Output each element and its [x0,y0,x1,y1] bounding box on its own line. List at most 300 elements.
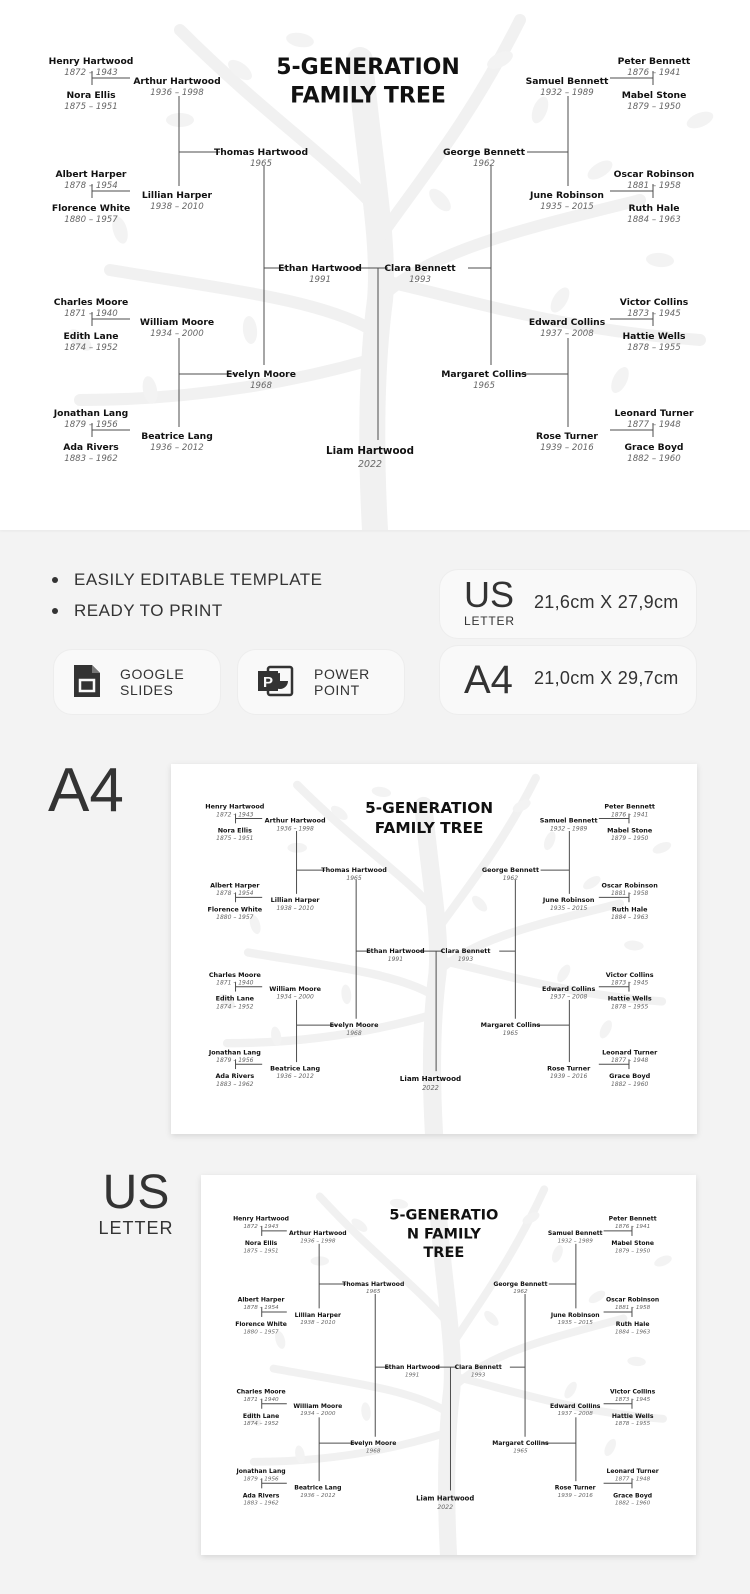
person-node [608,995,652,1011]
person-years: 1884 – 1963 [615,1329,651,1336]
person-node [271,896,321,912]
a4-preview-label: A4 [48,756,124,825]
person-name: Arthur Hartwood [133,76,221,87]
person-years: 1878 – 1955 [627,343,681,353]
person-name: Albert Harper [237,1296,285,1304]
person-years: 1876 – 1941 [627,68,681,78]
powerpoint-card [238,650,404,714]
tree-title: FAMILY TREE [374,818,484,837]
person-node [205,803,264,819]
person-node [269,985,321,1001]
person-name: Florence White [235,1321,287,1329]
person-name: Grace Boyd [613,1492,653,1500]
person-years: 1879 – 1950 [627,102,681,112]
person-node [142,190,213,212]
feature-text: EASILY EDITABLE TEMPLATE [74,570,323,589]
person-years: 1991 [404,1372,420,1379]
person-node [492,1440,549,1454]
feature-list [50,568,410,630]
person-years: 1934 – 2000 [150,329,204,339]
tree-title: FAMILY TREE [290,83,446,109]
person-name: Liam Hartwood [416,1494,475,1503]
person-years: 1880 – 1957 [216,913,254,921]
person-name: Charles Moore [236,1388,286,1396]
person-name: Jonathan Lang [53,408,129,419]
person-node [609,1216,657,1230]
person-years: 1882 – 1960 [610,1080,649,1088]
person-name: Ada Rivers [242,1492,280,1500]
person-name: Peter Bennett [604,802,656,811]
person-years: 1965 [346,874,362,882]
person-name: Jonathan Lang [236,1468,286,1476]
person-name: Nora Ellis [217,826,252,835]
person-node [235,1468,285,1482]
person-node [215,1072,254,1088]
person-node [526,76,609,98]
person-name: Thomas Hartwood [321,866,387,875]
person-name: Charles Moore [53,297,129,308]
person-years: 1882 – 1960 [627,454,681,464]
person-years: 1965 [513,1448,528,1455]
person-node [64,90,118,112]
person-name: Margaret Collins [441,369,527,380]
person-years: 1962 [473,159,495,169]
tree-title: 5-GENERATION [276,55,460,80]
person-node [622,90,687,112]
person-name: Clara Bennett [454,1364,502,1372]
us-label-small: LETTER [98,1218,174,1238]
us-letter-preview-label [94,1168,178,1239]
person-node [54,297,129,319]
person-years: 1879 – 1956 [243,1476,279,1483]
person-node [620,297,689,319]
person-name: Edward Collins [542,984,596,993]
person-name: Samuel Bennett [525,76,609,87]
person-years: 1935 – 2015 [549,904,588,912]
person-years: 1993 [470,1372,486,1379]
person-name: Florence White [51,203,131,214]
person-name: Ada Rivers [215,1072,255,1081]
bullet-icon [52,608,58,614]
app-label-line2: POINT [314,682,360,698]
person-name: William Moore [293,1402,343,1410]
person-years: 1936 – 1998 [300,1238,336,1245]
person-name: Lillian Harper [270,896,320,905]
person-years: 1965 [502,1029,519,1037]
person-name: Evelyn Moore [226,369,296,380]
person-node [481,1021,541,1037]
person-years: 1871 – 1940 [243,1396,279,1403]
person-name: Rose Turner [536,431,598,442]
person-node [602,1048,658,1064]
person-years: 1937 – 2008 [540,329,594,339]
person-years: 1883 – 1962 [64,454,118,464]
person-years: 1873 – 1945 [615,1396,651,1403]
person-years: 1879 – 1956 [64,420,118,430]
person-name: Hattie Wells [607,994,652,1003]
person-name: Thomas Hartwood [213,147,309,158]
person-years: 1936 – 2012 [150,443,204,453]
feature-item [50,568,410,599]
person-years: 1881 – 1958 [610,890,649,898]
person-years: 1876 – 1941 [610,811,649,819]
person-name: Samuel Bennett [539,816,598,825]
person-name: Nora Ellis [66,90,116,101]
person-name: Edward Collins [528,317,606,328]
family-tree-chart [201,1175,696,1555]
person-name: Albert Harper [210,881,260,890]
person-node [618,56,691,78]
person-name: Beatrice Lang [141,431,213,442]
person-name: William Moore [139,317,215,328]
person-years: 1932 – 1989 [557,1238,593,1245]
person-name: Edith Lane [215,994,254,1003]
person-name: Ethan Hartwood [384,1364,440,1372]
person-years: 1873 – 1945 [627,309,681,319]
person-name: Margaret Collins [480,1021,541,1030]
person-node [615,1321,651,1335]
person-years: 1873 – 1945 [610,979,649,987]
person-years: 1877 – 1948 [627,420,681,430]
person-years: 1877 – 1948 [615,1476,651,1483]
person-node [342,1281,404,1295]
person-years: 1872 – 1943 [216,811,254,819]
person-name: Grace Boyd [609,1072,651,1081]
person-name: Thomas Hartwood [342,1280,405,1288]
person-name: Jonathan Lang [208,1048,261,1057]
person-name: Nora Ellis [244,1240,278,1248]
person-years: 2022 [437,1503,454,1511]
person-years: 1876 – 1941 [615,1223,651,1230]
person-name: Florence White [207,905,263,914]
person-node [555,1485,596,1499]
person-name: Albert Harper [55,169,127,180]
person-node [289,1230,347,1244]
person-years: 1938 – 2010 [150,202,204,212]
person-years: 1934 – 2000 [276,993,314,1001]
person-node [216,995,255,1011]
person-name: Ruth Hale [628,203,680,214]
person-name: Leonard Turner [606,1468,659,1476]
person-node [64,331,119,353]
person-years: 1965 [250,159,272,169]
person-node [493,1281,547,1295]
person-name: Samuel Bennett [547,1230,603,1238]
tree-title: N FAMILY [406,1226,481,1243]
person-years: 1939 – 2016 [557,1492,593,1499]
person-node [293,1403,342,1417]
person-node [243,1413,279,1427]
person-node [243,1240,278,1254]
person-node [611,1240,654,1254]
person-name: Evelyn Moore [350,1440,397,1448]
person-name: Henry Hartwood [233,1215,290,1223]
person-years: 1968 [346,1029,362,1037]
person-name: Oscar Robinson [606,1296,660,1304]
person-name: Clara Bennett [384,263,456,274]
person-years: 1880 – 1957 [64,215,118,225]
person-node [536,431,598,453]
person-name: Mabel Stone [607,826,653,835]
person-years: 1938 – 2010 [300,1320,336,1327]
person-years: 1991 [309,275,331,285]
person-years: 1881 – 1958 [627,181,681,191]
app-label-line1: POWER [314,666,370,682]
person-years: 1993 [457,955,474,963]
person-node [214,147,308,169]
a4-tree-preview [171,764,697,1134]
person-name: June Robinson [530,190,604,201]
person-years: 2022 [357,459,383,470]
family-tree-chart [171,764,697,1134]
person-node [609,1072,651,1088]
person-name: Edith Lane [242,1412,280,1420]
person-node [441,369,527,391]
person-node [56,169,127,191]
person-node [141,431,213,453]
person-node [548,1230,603,1244]
person-name: Charles Moore [208,970,261,979]
person-node [265,817,326,833]
person-node [604,803,655,819]
person-name: Victor Collins [610,1388,656,1396]
person-years: 1939 – 2016 [540,443,594,453]
person-node [607,826,653,842]
person-node [614,169,695,191]
person-years: 1875 – 1951 [216,835,254,843]
person-name: Victor Collins [605,970,654,979]
person-years: 1875 – 1951 [243,1248,279,1255]
person-name: Victor Collins [619,297,689,308]
person-years: 1874 – 1952 [64,343,118,353]
person-years: 1878 – 1955 [615,1421,651,1428]
bullet-icon [52,577,58,583]
person-node [238,1297,285,1311]
person-name: Rose Turner [554,1484,596,1492]
size-dimensions: 21,0cm X 29,7cm [534,668,679,688]
person-node [611,905,649,921]
person-node [208,1048,261,1064]
person-node [385,1364,440,1378]
person-name: Leonard Turner [614,408,694,419]
main-tree-preview [0,0,750,530]
feature-item [50,599,410,630]
person-years: 1879 – 1950 [610,835,649,843]
person-node [542,985,595,1001]
person-name: Peter Bennett [608,1215,657,1223]
person-name: Henry Hartwood [205,802,265,811]
person-name: June Robinson [550,1311,600,1319]
google-slides-card [54,650,220,714]
person-years: 1871 – 1940 [216,979,254,987]
person-years: 1884 – 1963 [610,913,649,921]
person-years: 1872 – 1943 [243,1223,279,1230]
person-years: 1935 – 2015 [557,1320,593,1327]
person-years: 1991 [387,955,404,963]
us-letter-tree-preview [201,1175,696,1555]
person-node [294,1485,341,1499]
person-name: Arthur Hartwood [288,1230,347,1238]
person-years: 1878 – 1954 [64,181,118,191]
person-years: 2022 [422,1084,439,1093]
person-name: Mabel Stone [611,1240,654,1248]
person-name: Liam Hartwood [326,445,414,457]
person-node [243,1492,280,1506]
family-tree-chart [0,0,750,530]
size-code: US [464,574,515,615]
person-name: Peter Bennett [617,56,691,67]
person-name: Beatrice Lang [270,1064,321,1073]
person-name: Hattie Wells [622,331,686,342]
tree-title: 5-GENERATIO [389,1207,499,1224]
person-node [133,76,220,98]
person-years: 1882 – 1960 [615,1500,651,1507]
person-node [624,442,683,464]
person-name: Ruth Hale [615,1321,650,1329]
person-name: George Bennett [481,866,540,875]
tree-title: 5-GENERATION [365,798,494,817]
person-name: Evelyn Moore [329,1021,379,1030]
person-name: William Moore [269,984,322,993]
person-node [209,971,262,987]
person-years: 1939 – 2016 [549,1073,588,1081]
person-name: Lillian Harper [294,1311,341,1319]
person-node [614,408,694,430]
person-years: 1880 – 1957 [243,1329,279,1336]
size-dimensions: 21,6cm X 27,9cm [534,592,679,612]
person-years: 1936 – 1998 [150,88,204,98]
person-node [482,866,539,882]
size-card-us-letter [440,570,696,638]
person-node [140,317,214,339]
person-name: Ada Rivers [63,442,119,453]
person-name: Mabel Stone [621,90,687,101]
person-node [550,1312,600,1326]
person-node [540,817,598,833]
person-years: 1936 – 1998 [276,825,314,833]
person-node [627,203,681,225]
person-name: Clara Bennett [440,947,491,956]
person-name: George Bennett [443,147,525,158]
size-code-sub: LETTER [464,614,515,628]
person-node [321,866,387,882]
person-name: Hattie Wells [611,1412,654,1420]
person-years: 1878 – 1954 [216,890,254,898]
size-card-a4 [440,646,696,714]
person-years: 1965 [473,381,495,391]
person-years: 1962 [502,874,519,882]
person-years: 1879 – 1950 [615,1248,651,1255]
person-years: 1936 – 2012 [276,1073,314,1081]
person-years: 1883 – 1962 [216,1080,254,1088]
person-years: 1936 – 2012 [300,1492,336,1499]
svg-text:P: P [262,674,274,691]
person-node [270,1064,320,1080]
person-node [443,147,526,169]
person-years: 1993 [409,275,431,285]
person-years: 1874 – 1952 [243,1421,279,1428]
person-name: Ethan Hartwood [278,263,362,274]
person-years: 1965 [366,1289,381,1296]
person-node [63,442,119,464]
person-name: Arthur Hartwood [264,816,326,825]
person-node [236,1389,285,1403]
person-years: 1937 – 2008 [557,1411,593,1418]
person-node [210,882,260,898]
person-years: 1934 – 2000 [300,1411,336,1418]
person-name: Lillian Harper [141,190,213,201]
person-years: 1881 – 1958 [615,1304,651,1311]
person-years: 1938 – 2010 [276,904,314,912]
person-years: 1878 – 1955 [610,1003,649,1011]
google-slides-icon [72,663,102,699]
person-name: Oscar Robinson [613,169,695,180]
app-label-line1: GOOGLE [120,666,185,682]
person-years: 1935 – 2015 [540,202,594,212]
person-years: 1968 [366,1448,381,1455]
person-years: 1879 – 1956 [216,1057,254,1065]
person-name: George Bennett [493,1280,548,1288]
person-years: 1875 – 1951 [64,102,118,112]
person-node [295,1312,341,1326]
person-name: Beatrice Lang [294,1484,342,1492]
person-name: June Robinson [542,896,595,905]
person-name: Rose Turner [547,1064,591,1073]
person-years: 1874 – 1952 [216,1003,254,1011]
app-label-line2: SLIDES [120,682,174,698]
person-name: Henry Hartwood [48,56,134,67]
person-node [53,408,129,430]
person-name: Edward Collins [550,1402,601,1410]
person-node [610,1389,656,1403]
person-years: 1932 – 1989 [549,825,588,833]
person-years: 1932 – 1989 [540,88,594,98]
person-years: 1878 – 1954 [243,1304,279,1311]
person-name: Ethan Hartwood [366,947,425,956]
person-years: 1968 [250,381,272,391]
person-node [233,1216,289,1230]
feature-text: READY TO PRINT [74,601,223,620]
person-years: 1872 – 1943 [64,68,118,78]
us-label-big: US [102,1166,170,1219]
person-name: Ruth Hale [611,905,648,914]
person-years: 1871 – 1940 [64,309,118,319]
person-years: 1962 [513,1289,528,1296]
tree-title: TREE [423,1245,465,1262]
person-node [606,1297,659,1311]
person-node [547,1064,591,1080]
person-name: Leonard Turner [602,1048,658,1057]
person-node [607,1468,659,1482]
person-node [216,826,253,842]
person-name: Edith Lane [63,331,119,342]
person-node [366,947,425,963]
person-node [278,263,362,285]
size-code: A4 [464,658,513,702]
person-node [613,1492,652,1506]
powerpoint-icon [256,663,294,699]
person-node [49,56,134,78]
person-name: Margaret Collins [492,1440,549,1448]
person-name: Grace Boyd [624,442,684,453]
person-years: 1883 – 1962 [243,1500,279,1507]
person-node [529,190,604,212]
person-name: Liam Hartwood [399,1073,462,1083]
person-years: 1877 – 1948 [610,1057,649,1065]
person-node [542,896,595,912]
person-name: Oscar Robinson [601,881,658,890]
person-node [606,971,654,987]
